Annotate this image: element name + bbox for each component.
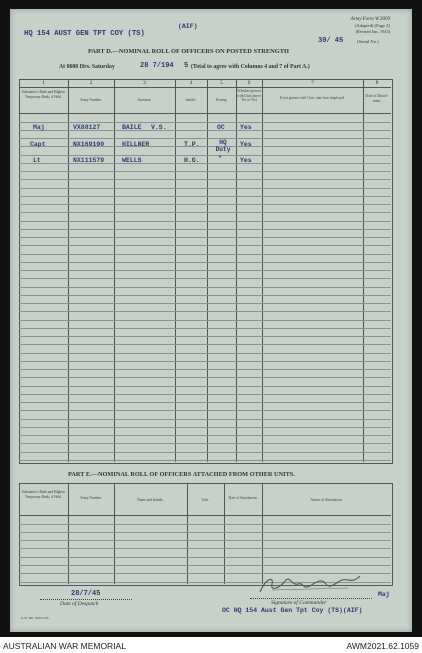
e-col-header-rank: Substantive Rank and Highest Temporary Rank, if Held. [21, 490, 66, 499]
row-rule [19, 548, 391, 549]
surname-cell: WELLS [122, 157, 142, 164]
row-rule [19, 460, 391, 461]
col-number: 6 [247, 80, 251, 86]
col-number: 8 [375, 80, 379, 86]
row-rule [19, 410, 391, 411]
row-rule [19, 278, 391, 279]
col-number: 3 [143, 80, 146, 86]
row-rule [19, 221, 391, 222]
army-number-cell: VX88127 [73, 124, 101, 131]
posted-year-digit: 5 [184, 62, 189, 70]
row-rule [19, 262, 391, 263]
form-adapted: (Adapted) (Page 2) [354, 23, 390, 28]
part-d-table [19, 79, 393, 464]
col-header-army-number: Army Number. [80, 98, 102, 102]
row-rule [19, 427, 391, 428]
rank-cell: Maj [33, 124, 45, 131]
row-rule [19, 419, 391, 420]
commander-rank: Maj [378, 591, 390, 598]
row-rule [19, 557, 391, 558]
col-number: 5 [220, 80, 223, 86]
header-divider [19, 113, 391, 114]
present-cell: Yes [240, 124, 252, 131]
row-rule [19, 402, 391, 403]
signature-line [250, 598, 372, 599]
col-header-employed: If not present with Unit, state how employed. [279, 96, 346, 100]
commander-unit: OC HQ 154 Aust Gen Tpt Coy (TS)(AIF) [222, 607, 363, 614]
army-number-cell: NX111579 [73, 157, 105, 164]
row-rule [19, 377, 391, 378]
e-col-header-nature: Nature of Attachment. [310, 498, 343, 502]
row-rule [19, 452, 391, 453]
present-cell: Yes [240, 157, 252, 164]
initials-cell: H.G. [184, 157, 200, 164]
serial-number: 30/ 45 [318, 37, 344, 45]
row-rule [19, 565, 391, 566]
form-number: Army Form W.3009 [350, 17, 390, 22]
row-rule [19, 344, 391, 345]
row-rule [19, 254, 391, 255]
posted-date: 28 7/194 [140, 62, 174, 70]
col-number: 7 [311, 80, 314, 86]
aif-label: (AIF) [178, 23, 198, 30]
col-number: 1 [42, 80, 45, 86]
row-rule [19, 138, 391, 139]
rank-cell: Lt [33, 157, 41, 164]
col-number: 2 [89, 80, 93, 86]
row-rule [19, 188, 391, 189]
row-rule [19, 212, 391, 213]
signature-label: Signature of Commander [271, 600, 327, 606]
serial-label: (Serial No.) [357, 39, 379, 44]
col-number: 4 [189, 80, 193, 86]
form-revised: (Revised Jan., 1943) [355, 29, 390, 34]
despatch-date: 28/7/45 [71, 590, 101, 598]
surname-cell: HILLNER [122, 141, 150, 148]
row-rule [19, 394, 391, 395]
row-rule [19, 540, 391, 541]
commander-signature [252, 568, 372, 600]
col-header-posting: Posting. [215, 98, 228, 102]
part-e-header-divider [19, 515, 391, 516]
unit-title: HQ 154 AUST GEN TPT COY (TS) [24, 30, 145, 38]
row-rule [19, 122, 391, 123]
row-rule [19, 196, 391, 197]
despatch-label: Date of Despatch [60, 601, 99, 607]
posted-time-label: At 0600 Hrs. Saturday [59, 64, 115, 70]
despatch-line [40, 599, 132, 600]
e-col-header-unit: Unit. [201, 498, 210, 502]
part-d-title: PART D.—NOMINAL ROLL OF OFFICERS ON POSTED STRENGTH [88, 48, 289, 55]
row-rule [19, 237, 391, 238]
col-header-surname: Surname. [137, 98, 152, 102]
row-rule [19, 295, 391, 296]
row-rule [19, 435, 391, 436]
credit-right: AWM2021.62.1059 [346, 641, 419, 651]
row-rule [19, 336, 391, 337]
surname-cell: BAILE [122, 124, 142, 131]
col-header-present: Whether present with Unit (insert Yes or No) [237, 89, 261, 102]
e-col-header-army-number: Army Number. [80, 496, 102, 500]
row-rule [19, 532, 391, 533]
posting-cell: HQ Duty [215, 139, 231, 153]
col-header-rank: Substantive Rank and Highest Temporary Rank, if Held. [21, 90, 66, 99]
initials-cell: T.P. [184, 141, 200, 148]
e-col-header-date: Date of Attachment. [228, 496, 258, 500]
row-rule [19, 443, 391, 444]
col-header-detachment: Date of Detach-ment. [365, 94, 389, 103]
credit-bar [0, 637, 422, 653]
row-rule [19, 155, 391, 156]
e-col-header-name: Name and Initials. [137, 498, 164, 502]
col-number-divider [19, 87, 391, 88]
army-number-cell: NX169190 [73, 141, 105, 148]
part-e-title: PART E.—NOMINAL ROLL OF OFFICERS ATTACHED FROM OTHER UNITS. [68, 471, 295, 478]
row-rule [19, 245, 391, 246]
credit-left: AUSTRALIAN WAR MEMORIAL [3, 641, 126, 651]
printer-note: G.W. Div 3444 2/43 [21, 616, 49, 620]
col-header-initials: Initials. [185, 98, 197, 102]
row-rule [19, 303, 391, 304]
present-cell: Yes [240, 141, 252, 148]
row-rule [19, 320, 391, 321]
posting-cell: OC [217, 124, 225, 131]
row-rule [19, 369, 391, 370]
initials-cell: V.S. [151, 124, 167, 131]
posting-cell: " [218, 155, 222, 162]
row-rule [19, 386, 391, 387]
rank-cell: Capt [30, 141, 46, 148]
row-rule [19, 353, 391, 354]
row-rule [19, 179, 391, 180]
row-rule [19, 311, 391, 312]
row-rule [19, 361, 391, 362]
row-rule [19, 287, 391, 288]
row-rule [19, 524, 391, 525]
row-rule [19, 229, 391, 230]
row-rule [19, 204, 391, 205]
total-note: (Total to agree with Columns 4 and 7 of Part A.) [191, 64, 310, 70]
row-rule [19, 328, 391, 329]
row-rule [19, 171, 391, 172]
row-rule [19, 270, 391, 271]
